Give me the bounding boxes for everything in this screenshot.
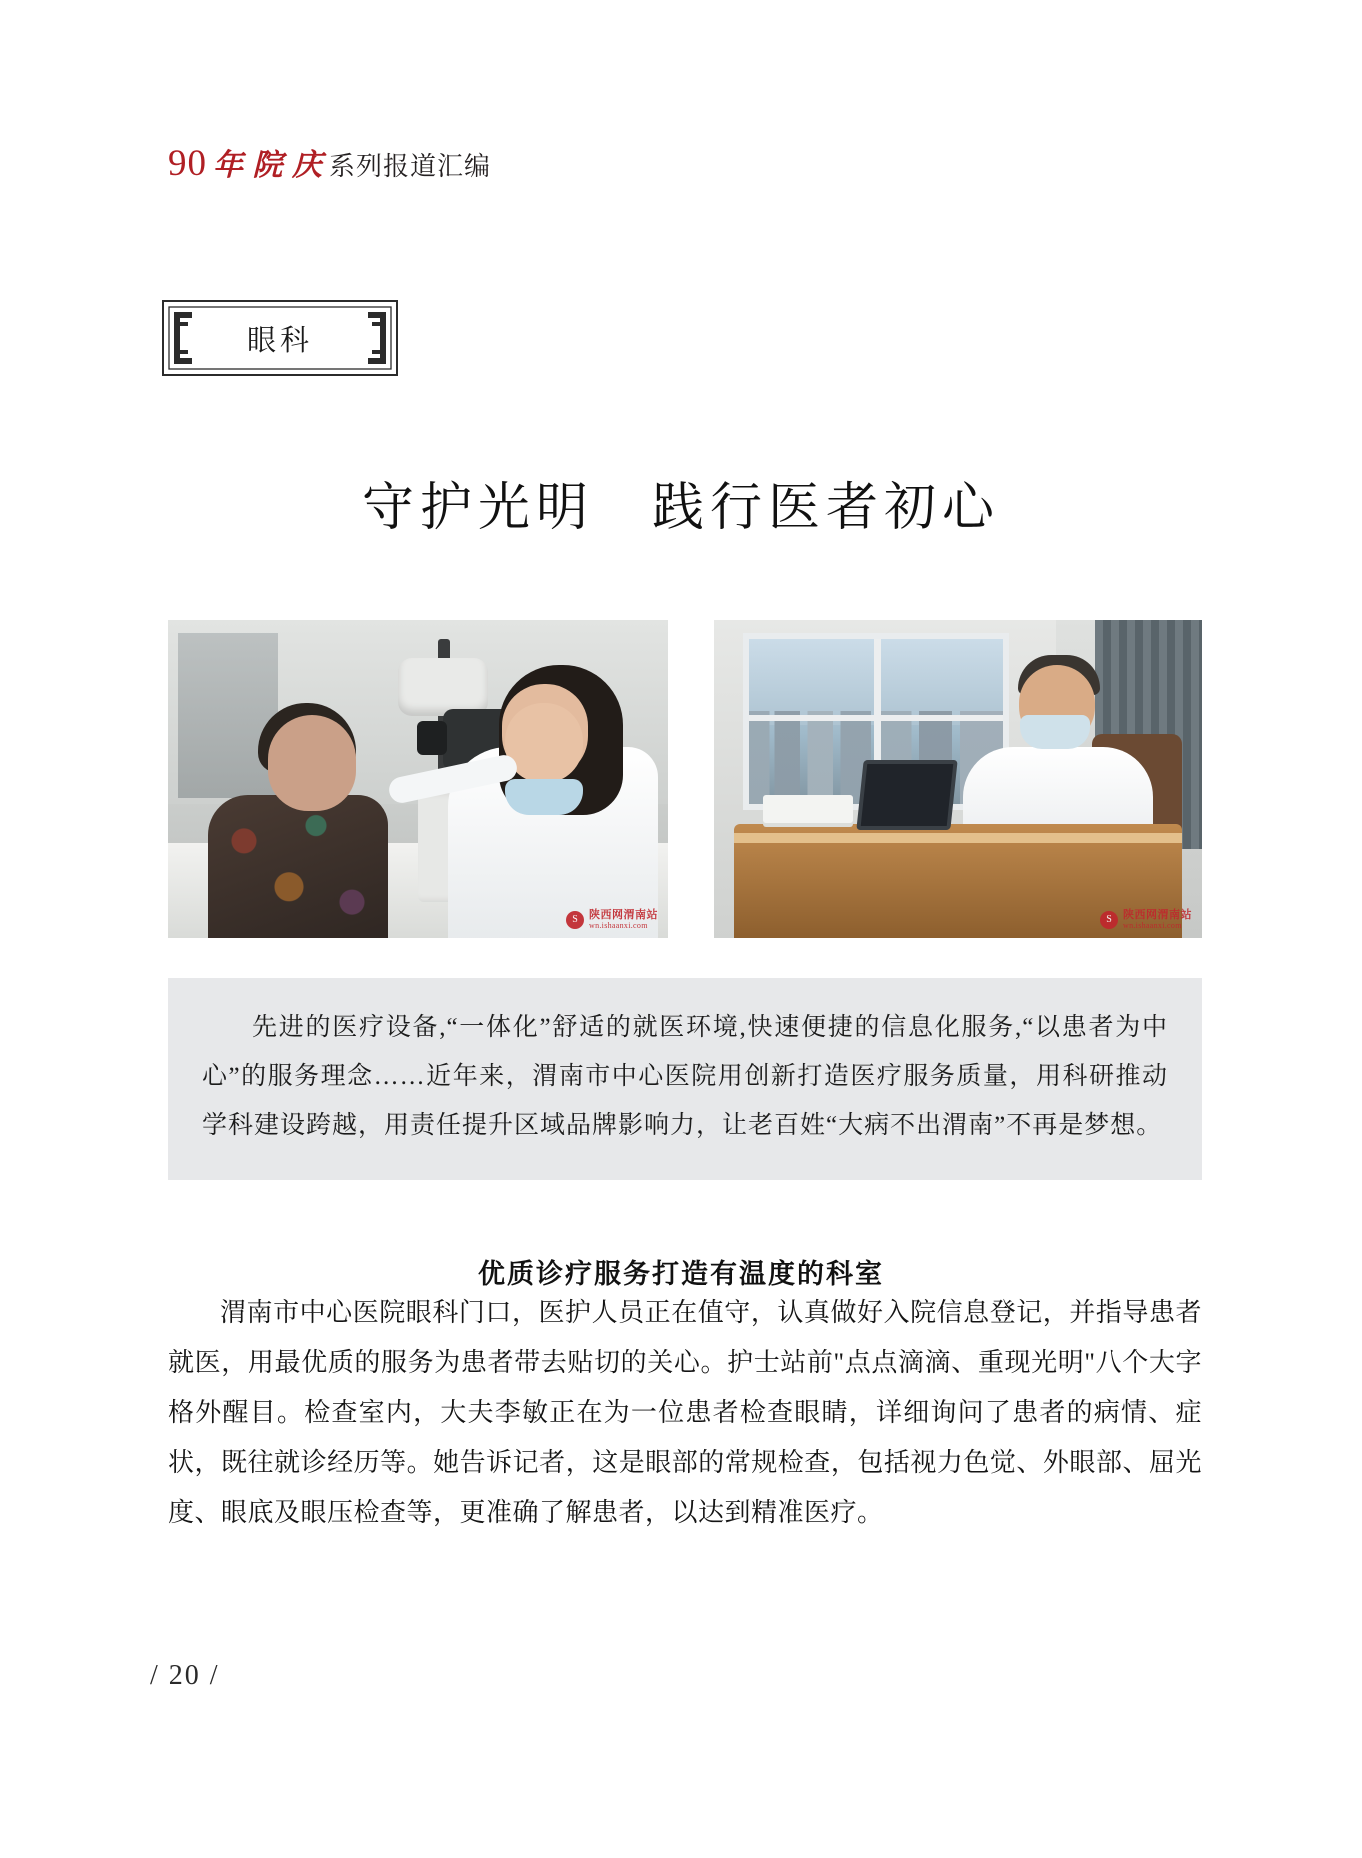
watermark-cn-text: 陕西网渭南站 xyxy=(1123,909,1192,922)
running-header-black-text: 系列报道汇编 xyxy=(329,152,492,181)
lead-paragraph-text: 先进的医疗设备,“一体化”舒适的就医环境,快速便捷的信息化服务,“以患者为中心”的服务理念……近年来，渭南市中心医院用创新打造医疗服务质量，用科研推动学科建设跨越，用责任提升区域品牌影响力，让老百姓“大病不出渭南”不再是梦想。 xyxy=(202,1014,1168,1139)
page-folio: / 20 / xyxy=(150,1660,220,1691)
running-header-red-text: 年 院 庆 xyxy=(213,149,323,182)
photo-row xyxy=(168,620,1202,938)
photo-eye-exam-scene xyxy=(168,620,668,938)
watermark-cn-text: 陕西网渭南站 xyxy=(589,909,658,922)
watermark-left xyxy=(566,910,658,930)
watermark-en-text: wn.ishaanxi.com xyxy=(1123,920,1182,930)
department-plaque xyxy=(160,298,400,378)
body-paragraph-1: 渭南市中心医院眼科门口，医护人员正在值守，认真做好入院信息登记，并指导患者就医，用最优质的服务为患者带去贴切的关心。护士站前"点点滴滴、重现光明"八个大字格外醒目。检查室内，大夫李敏正在为一位患者检查眼睛，详细询问了患者的病情、症状，既往就诊经历等。她告诉记者，这是眼部的常规检查，包括视力色觉、外眼部、屈光度、眼底及眼压检查等，更准确了解患者，以达到精准医疗。 xyxy=(168,1298,1202,1527)
lead-paragraph-box xyxy=(168,978,1202,1180)
watermark-right xyxy=(1100,910,1192,930)
photo-doctor-desk xyxy=(714,620,1202,938)
watermark-badge-icon: S xyxy=(566,911,584,929)
body-text xyxy=(168,1288,1202,1538)
running-header xyxy=(168,140,491,185)
photo-eye-exam xyxy=(168,620,668,938)
department-name: 眼科 xyxy=(246,324,313,357)
photo-doctor-desk-scene xyxy=(714,620,1202,938)
watermark-badge-icon: S xyxy=(1100,911,1118,929)
running-header-number: 90 xyxy=(168,143,207,184)
section-subheading: 优质诊疗服务打造有温度的科室 xyxy=(478,1259,884,1290)
article-title: 守护光明 践行医者初心 xyxy=(361,479,1000,537)
watermark-en-text: wn.ishaanxi.com xyxy=(589,920,648,930)
